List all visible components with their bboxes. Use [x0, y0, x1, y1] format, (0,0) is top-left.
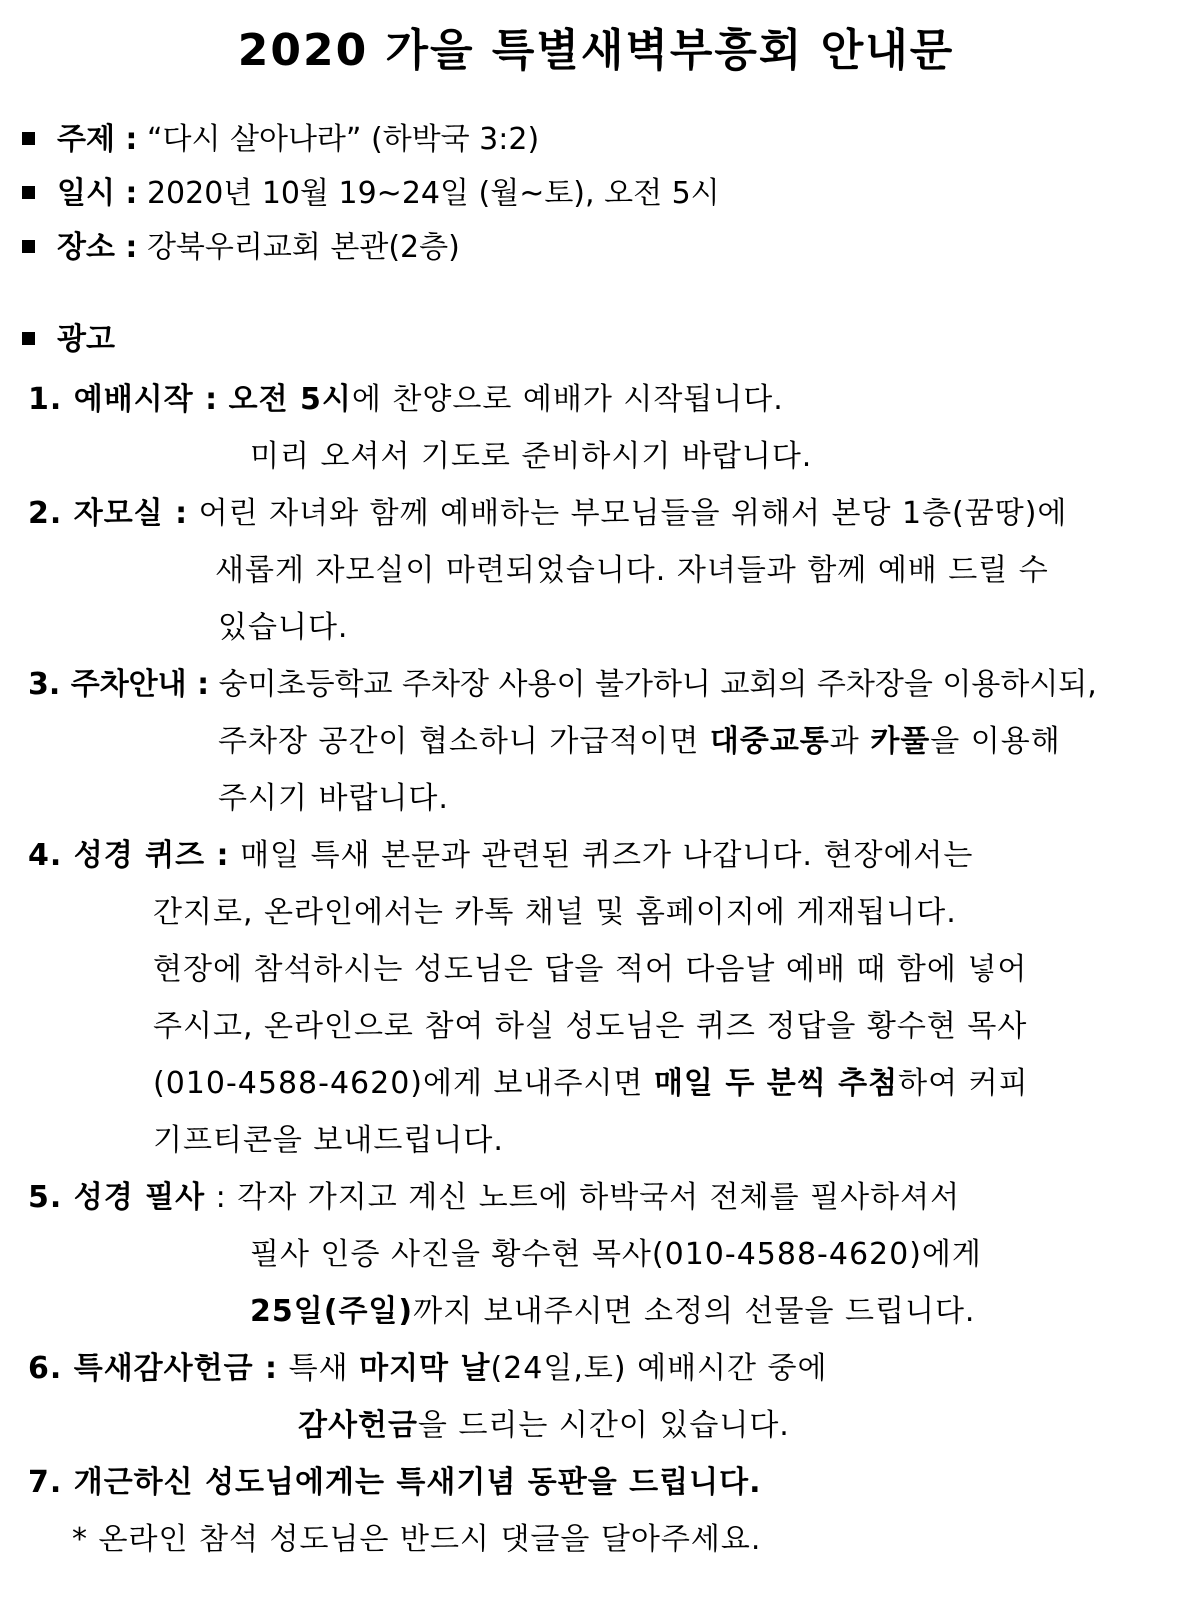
item6-bold-lastday: 마지막 날 [359, 1351, 491, 1386]
item6-text-a: 특새 [288, 1351, 360, 1386]
item3-line3: 주시기 바랍니다. [218, 781, 449, 816]
item4-line4: 주시고, 온라인으로 참여 하실 성도님은 퀴즈 정답을 황수현 목사 [153, 1009, 1028, 1044]
bullet-square-icon [22, 240, 35, 253]
theme-value: “다시 살아나라” (하박국 3:2) [146, 122, 540, 157]
item2-line3: 있습니다. [218, 610, 349, 645]
item4-bold-draw: 매일 두 분씩 추첨 [653, 1066, 899, 1101]
bullet-square-icon [22, 332, 35, 345]
info-theme [22, 120, 539, 160]
info-place [22, 228, 460, 268]
item1-label: 1. 예배시작 : [28, 382, 219, 417]
item4-text-b: 하여 커피 [898, 1066, 1029, 1101]
item5-text: 각자 가지고 계신 노트에 하박국서 전체를 필사하셔서 [237, 1180, 961, 1215]
item2-label: 2. 자모실 : [28, 496, 189, 531]
item6-text-rest: 을 드리는 시간이 있습니다. [417, 1408, 790, 1443]
item6-bold-offering: 감사헌금 [298, 1408, 418, 1443]
item5-colon: : [205, 1180, 238, 1215]
item3-text: 숭미초등학교 주차장 사용이 불가하니 교회의 주차장을 이용하시되, [218, 667, 1097, 702]
item5-line1 [28, 1176, 960, 1220]
item1-text: 에 찬양으로 예배가 시작됩니다. [351, 382, 784, 417]
item5-line2: 필사 인증 사진을 황수현 목사(010-4588-4620)에게 [250, 1237, 982, 1272]
item2-line1 [28, 492, 1067, 536]
item5-text-rest: 까지 보내주시면 소정의 선물을 드립니다. [413, 1294, 976, 1329]
item1-time: 오전 5시 [228, 382, 352, 417]
item4-line2: 간지로, 온라인에서는 카톡 채널 및 홈페이지에 게재됩니다. [153, 895, 957, 930]
item3-line1 [28, 663, 1097, 707]
item5-label: 5. 성경 필사 [28, 1180, 206, 1215]
item4-text: 매일 특새 본문과 관련된 퀴즈가 나갑니다. 현장에서는 [240, 838, 974, 873]
bullet-square-icon [22, 186, 35, 199]
item3-bold-carpool: 카풀 [870, 724, 931, 759]
item4-line1 [28, 834, 973, 878]
item4-label: 4. 성경 퀴즈 : [28, 838, 230, 873]
item6-line1 [28, 1347, 828, 1391]
item4-line3: 현장에 참석하시는 성도님은 답을 적어 다음날 예배 때 함에 넣어 [153, 952, 1028, 987]
item5-bold-date: 25일(주일) [250, 1294, 414, 1329]
item1-line2: 미리 오셔서 기도로 준비하시기 바랍니다. [250, 439, 813, 474]
item7-note: * 온라인 참석 성도님은 반드시 댓글을 달아주세요. [72, 1522, 762, 1557]
ads-heading [22, 320, 115, 360]
place-value: 강북우리교회 본관(2층) [146, 230, 460, 265]
date-value: 2020년 10월 19~24일 (월~토), 오전 5시 [146, 176, 720, 211]
ads-heading-text: 광고 [57, 322, 115, 357]
item2-text: 어린 자녀와 함께 예배하는 부모님들을 위해서 본당 1층(꿈땅)에 [198, 496, 1068, 531]
item3-line2 [218, 720, 1061, 764]
place-label: 장소 : [57, 230, 138, 265]
item3-text-c: 을 이용해 [930, 724, 1061, 759]
item6-line2 [298, 1404, 790, 1448]
item3-label: 3. 주차안내 : [28, 667, 210, 702]
item6-label: 6. 특새감사헌금 : [28, 1351, 279, 1386]
theme-label: 주제 : [57, 122, 138, 157]
bullet-square-icon [22, 132, 35, 145]
info-date [22, 174, 720, 214]
item6-text-b: (24일,토) 예배시간 중에 [490, 1351, 828, 1386]
item3-text-b: 과 [829, 724, 871, 759]
item4-text-a: (010-4588-4620)에게 보내주시면 [153, 1066, 654, 1101]
item7-line1: 7. 개근하신 성도님에게는 특새기념 동판을 드립니다. [28, 1465, 762, 1500]
date-label: 일시 : [57, 176, 138, 211]
item3-bold-transit: 대중교통 [709, 724, 830, 759]
item4-line5 [153, 1062, 1029, 1106]
item5-line3 [250, 1290, 975, 1334]
item1-line1 [28, 378, 784, 422]
item2-line2: 새롭게 자모실이 마련되었습니다. 자녀들과 함께 예배 드릴 수 [215, 553, 1049, 588]
item4-line6: 기프티콘을 보내드립니다. [153, 1123, 504, 1158]
page-title: 2020 가을 특별새벽부흥회 안내문 [237, 25, 955, 76]
item3-text-a: 주차장 공간이 협소하니 가급적이면 [218, 724, 710, 759]
